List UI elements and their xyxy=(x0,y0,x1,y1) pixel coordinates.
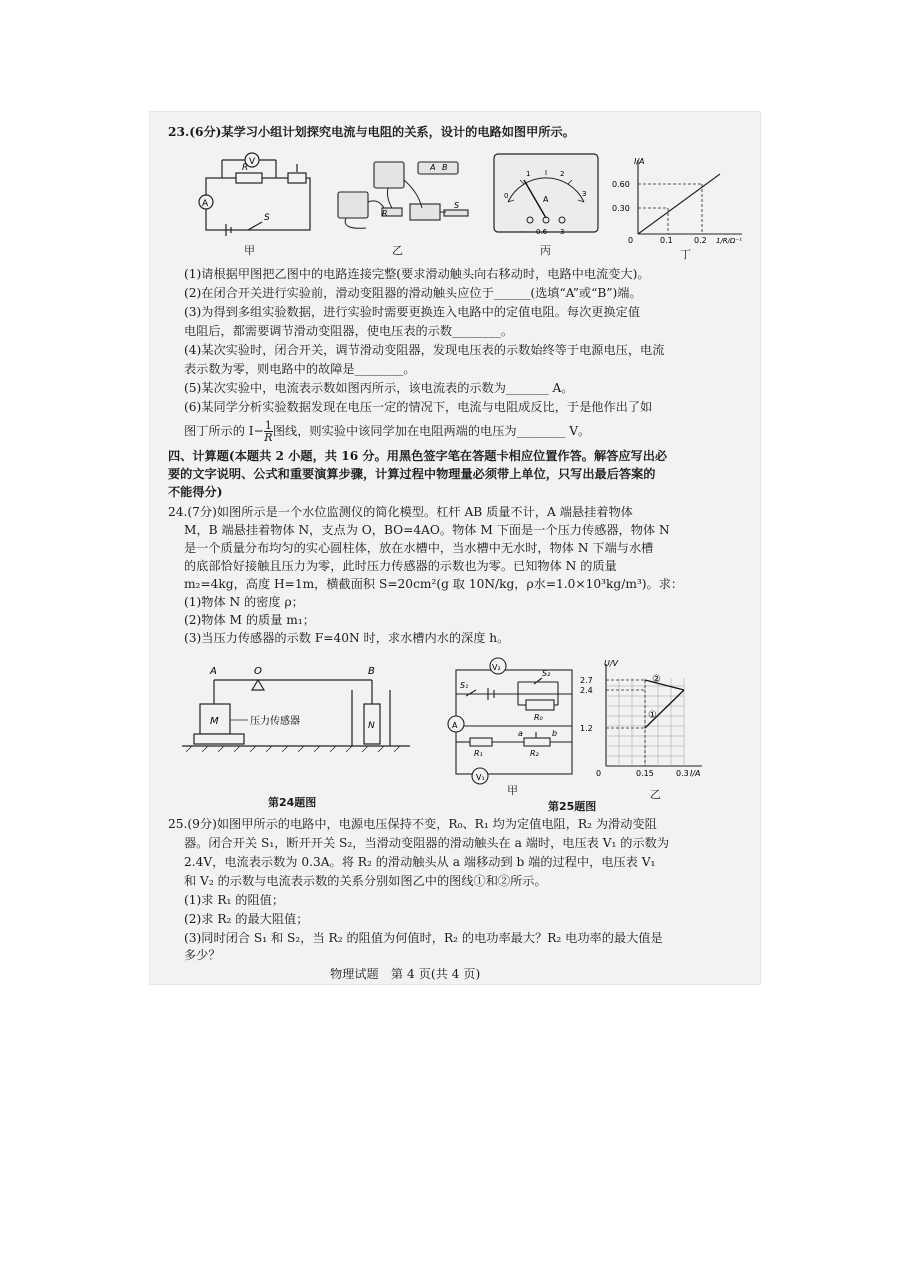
svg-text:1: 1 xyxy=(526,170,531,178)
svg-text:A: A xyxy=(452,721,458,730)
fig24-caption: 第24题图 xyxy=(268,796,317,809)
svg-text:S₂: S₂ xyxy=(542,669,551,678)
svg-text:0.6: 0.6 xyxy=(536,228,548,236)
fig23-bing-caption: 丙 xyxy=(540,244,551,257)
q25-text: (2)求 R₂ 的最大阻值； xyxy=(184,912,309,926)
svg-text:2: 2 xyxy=(560,170,565,178)
svg-text:R: R xyxy=(382,209,388,218)
svg-text:0.3: 0.3 xyxy=(676,769,689,778)
q25-text: 和 V₂ 的示数与电流表示数的关系分别如图乙中的图线①和②所示。 xyxy=(184,874,547,888)
fig23-jia-caption: 甲 xyxy=(244,244,255,257)
svg-text:0: 0 xyxy=(628,236,634,245)
q23-item-6b: 图丁所示的 I− $\frac{1}{R}$ 图线，则实验中该同学加在电阻两端的电压为________ V。 xyxy=(184,419,591,444)
q25-text: 25.(9分)如图甲所示的电路中，电源电压保持不变，R₀、R₁ 均为定值电阻，R₂ 为滑动变阻 xyxy=(168,817,657,831)
q23-item: 表示数为零，则电路中的故障是________。 xyxy=(184,362,416,376)
svg-text:0.15: 0.15 xyxy=(636,769,654,778)
svg-text:O: O xyxy=(254,666,262,677)
q23-item: (1)请根据甲图把乙图中的电路连接完整(要求滑动触头向右移动时，电路中电流变大)。 xyxy=(184,267,650,281)
pressure-sensor-label: 压力传感器 xyxy=(250,716,300,727)
svg-text:N: N xyxy=(368,721,375,731)
fig23-yi-apparatus xyxy=(326,150,476,238)
q25-text: 多少？ xyxy=(184,948,221,962)
svg-text:B: B xyxy=(442,163,448,172)
section4-header: 不能得分) xyxy=(168,485,223,499)
svg-text:S: S xyxy=(264,213,270,223)
fig23-bing-ammeter xyxy=(490,150,602,238)
q24-text: 是一个质量分布均匀的实心圆柱体，放在水槽中，当水槽中无水时，物体 N 下端与水槽 xyxy=(184,541,654,555)
q24-text: 的底部恰好接触且压力为零，此时压力传感器的示数也为零。已知物体 N 的质量 xyxy=(184,559,617,573)
q25-text: (1)求 R₁ 的阻值； xyxy=(184,893,285,907)
q25-text: 2.4V，电流表示数为 0.3A。将 R₂ 的滑动触头从 a 端移动到 b 端的过程中，电压表 V₁ xyxy=(184,855,656,869)
q23-item: 电阻后，都需要调节滑动变阻器，使电压表的示数________。 xyxy=(184,324,514,338)
svg-text:②: ② xyxy=(652,674,661,685)
svg-text:R₂: R₂ xyxy=(530,749,539,758)
svg-text:R: R xyxy=(242,163,249,173)
svg-text:1.2: 1.2 xyxy=(580,724,593,733)
svg-text:A: A xyxy=(210,666,217,677)
svg-text:I/A: I/A xyxy=(634,157,645,166)
svg-text:M: M xyxy=(210,716,219,727)
svg-text:−: − xyxy=(520,228,526,236)
svg-text:A: A xyxy=(543,195,549,204)
q23-item: (4)某次实验时，闭合开关，调节滑动变阻器，发现电压表的示数始终等于电源电压，电流 xyxy=(184,343,665,357)
fig23-yi-caption: 乙 xyxy=(392,244,403,257)
q25-text: 器。闭合开关 S₁，断开开关 S₂，当滑动变阻器的滑动触头在 a 端时，电压表 V₁ 的示数为 xyxy=(184,836,670,850)
section4-header: 四、计算题(本题共 2 小题，共 16 分。用黑色签字笔在答题卡相应位置作答。解答应写出必 xyxy=(168,449,668,463)
fig23-jia-v: V xyxy=(249,157,256,167)
q24-text: 24.(7分)如图所示是一个水位监测仪的简化模型。杠杆 AB 质量不计，A 端悬挂着物体 xyxy=(168,505,633,519)
svg-text:a: a xyxy=(518,729,523,738)
svg-text:b: b xyxy=(552,729,558,738)
q24-text: M，B 端悬挂着物体 N，支点为 O，BO=4AO。物体 M 下面是一个压力传感器，物体 N xyxy=(184,523,670,537)
q23-item: (5)某次实验中，电流表示数如图丙所示，该电流表的示数为_______ A。 xyxy=(184,381,574,395)
svg-text:①: ① xyxy=(648,710,657,721)
q24-text: m₂=4kg，高度 H=1m，横截面积 S=20cm²(g 取 10N/kg，ρ水=1.0×10³kg/m³)。求： xyxy=(184,577,684,591)
svg-text:V₂: V₂ xyxy=(492,663,501,672)
fig23-ding-caption: 丁 xyxy=(680,248,691,261)
svg-text:R₀: R₀ xyxy=(534,713,543,722)
q23-item: (6)某同学分析实验数据发现在电压一定的情况下，电流与电阻成反比，于是他作出了如 xyxy=(184,400,653,414)
svg-text:2.7: 2.7 xyxy=(580,676,593,685)
q23-item: (3)为得到多组实验数据，进行实验时需要更换连入电路中的定值电阻。每次更换定值 xyxy=(184,305,641,319)
svg-text:0.30: 0.30 xyxy=(612,204,630,213)
svg-text:2.4: 2.4 xyxy=(580,686,593,695)
svg-text:S₁: S₁ xyxy=(460,681,469,690)
fig25-caption: 第25题图 xyxy=(548,800,597,813)
q23-item: (2)在闭合开关进行实验前，滑动变阻器的滑动触头应位于______(选填“A”或“B”)端。 xyxy=(184,286,642,300)
svg-text:0.60: 0.60 xyxy=(612,180,630,189)
fig25-yi-caption: 乙 xyxy=(650,788,661,801)
svg-text:1/R/Ω⁻¹: 1/R/Ω⁻¹ xyxy=(716,237,742,245)
q25-text: (3)同时闭合 S₁ 和 S₂，当 R₂ 的阻值为何值时，R₂ 的电功率最大？R₂ 电功率的最大值是 xyxy=(184,931,663,945)
svg-text:3: 3 xyxy=(560,228,565,236)
svg-text:R₁: R₁ xyxy=(474,749,483,758)
svg-text:A: A xyxy=(202,199,209,209)
fig23-ding-graph xyxy=(612,150,758,246)
svg-text:0: 0 xyxy=(504,192,509,200)
fig23-jia-circuit xyxy=(192,150,312,238)
fig25-jia-caption: 甲 xyxy=(507,784,518,797)
svg-text:S: S xyxy=(454,201,460,210)
section4-header: 要的文字说明、公式和重要演算步骤，计算过程中物理量必须带上单位，只写出最后答案的 xyxy=(168,467,656,481)
svg-text:I/A: I/A xyxy=(690,769,701,778)
q24-text: (2)物体 M 的质量 m₁； xyxy=(184,613,315,627)
svg-text:A: A xyxy=(430,163,436,172)
svg-text:3: 3 xyxy=(582,190,587,198)
fraction-1-over-r: $\frac{1}{R}$ xyxy=(264,419,273,444)
svg-text:V₁: V₁ xyxy=(476,773,485,782)
q24-text: (3)当压力传感器的示数 F=40N 时，求水槽内水的深度 h。 xyxy=(184,631,510,645)
fig24-lever-diagram xyxy=(178,660,418,764)
q23-header: 23.(6分)某学习小组计划探究电流与电阻的关系，设计的电路如图甲所示。 xyxy=(168,125,575,139)
q24-text: (1)物体 N 的密度 ρ； xyxy=(184,595,304,609)
fig25-yi-graph xyxy=(578,656,714,784)
fig25-jia-circuit xyxy=(440,652,580,792)
svg-text:0.2: 0.2 xyxy=(694,236,707,245)
svg-text:0.1: 0.1 xyxy=(660,236,673,245)
svg-text:B: B xyxy=(368,666,375,677)
svg-text:U/V: U/V xyxy=(604,659,619,668)
svg-text:0: 0 xyxy=(596,769,602,778)
page-footer: 物理试题 第 4 页(共 4 页) xyxy=(330,967,481,981)
